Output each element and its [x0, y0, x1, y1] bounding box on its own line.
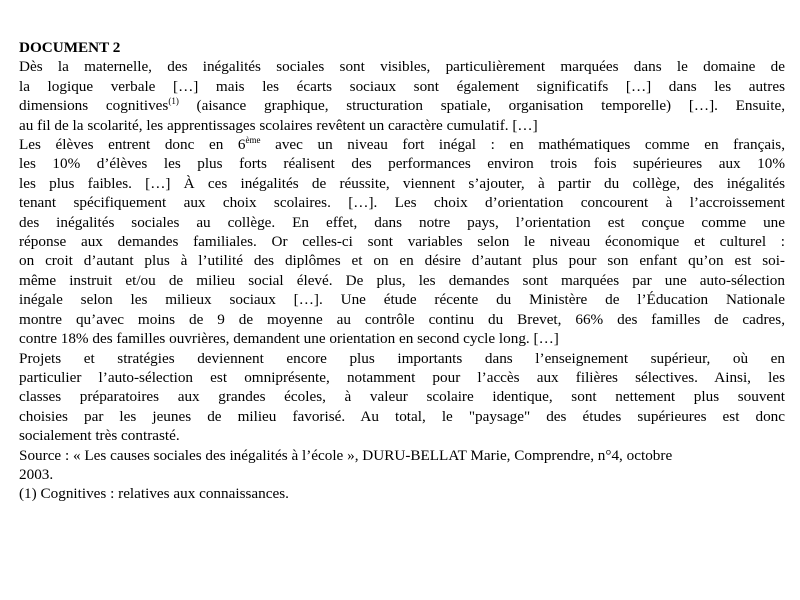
paragraph-line: montre qu’avec moins de 9 de moyenne au contrôle continu du Brevet, 66% des familles de cadres,: [19, 310, 785, 328]
paragraph-line: tenant spécifiquement aux choix scolaires. […]. Les choix d’orientation concourent à l’accroissement: [19, 194, 785, 212]
footnote: (1) Cognitives : relatives aux connaissances.: [19, 485, 289, 503]
paragraph-line: des inégalités sociales au collège. En effet, dans notre pays, l’orientation est conçue comme une: [19, 213, 785, 231]
paragraph-line: même instruit et/ou de milieu social élevé. De plus, les demandes sont marquées par une auto-sélection: [19, 271, 785, 289]
paragraph-line: la logique verbale […] mais les écarts sociaux sont également significatifs […] dans les autres: [19, 77, 785, 95]
superscript: ème: [245, 135, 261, 146]
paragraph-line: contre 18% des familles ouvrières, demandent une orientation en second cycle long. […]: [19, 330, 559, 348]
paragraph-line: au fil de la scolarité, les apprentissages scolaires revêtent un caractère cumulatif. […]: [19, 116, 538, 134]
line-segment: dimensions cognitives: [19, 97, 169, 115]
document: [19, 38, 785, 504]
source-line: 2003.: [19, 465, 54, 483]
paragraph-line: inégale selon les milieux sociaux […]. Une étude récente du Ministère de l’Éducation Nationale: [19, 291, 785, 309]
paragraph-line: [19, 96, 785, 115]
paragraph-line: les 10% d’élèves les plus forts réalisent des performances environ trois fois supérieures aux 10%: [19, 155, 785, 173]
paragraph-3: [19, 349, 785, 446]
paragraph-1: [19, 57, 785, 135]
document-title: DOCUMENT 2: [19, 39, 121, 56]
source-line: Source : « Les causes sociales des inégalités à l’école », DURU-BELLAT Marie, Comprendre, n°4, octobre: [19, 446, 673, 464]
paragraph-2: [19, 135, 785, 348]
footnote-marker: (1): [168, 96, 179, 107]
paragraph-line: socialement très contrasté.: [19, 427, 180, 445]
paragraph-line: particulier l’auto-sélection est omniprésente, notamment pour l’accès aux filières sélectives. Ainsi, les: [19, 368, 785, 386]
line-segment: (aisance graphique, structuration spatiale, organisation temporelle) […]. Ensuite,: [178, 97, 785, 115]
line-segment: Les élèves entrent donc en 6: [19, 136, 246, 154]
paragraph-line: classes préparatoires aux grandes écoles, à valeur scolaire identique, sont nettement plus souvent: [19, 388, 785, 406]
paragraph-line: Projets et stratégies deviennent encore plus importants dans l’enseignement supérieur, où en: [19, 349, 785, 367]
paragraph-line: choisies par les jeunes de milieu favorisé. Au total, le "paysage" des études supérieures est donc: [19, 407, 785, 425]
paragraph-line: réponse aux demandes familiales. Or celles-ci sont variables selon le niveau économique et culturel :: [19, 233, 785, 251]
line-segment: avec un niveau fort inégal : en mathématiques comme en français,: [260, 136, 785, 154]
paragraph-line: les plus faibles. […] À ces inégalités de réussite, viennent s’ajouter, à partir du collège, des inégalités: [19, 174, 785, 192]
paragraph-line: [19, 135, 785, 154]
source-citation: [19, 446, 785, 485]
paragraph-line: on croit d’autant plus à l’utilité des diplômes et on en désire d’autant plus pour son enfant qu’on est soi-: [19, 252, 785, 270]
paragraph-line: Dès la maternelle, des inégalités sociales sont visibles, particulièrement marquées dans le domaine de: [19, 58, 785, 76]
